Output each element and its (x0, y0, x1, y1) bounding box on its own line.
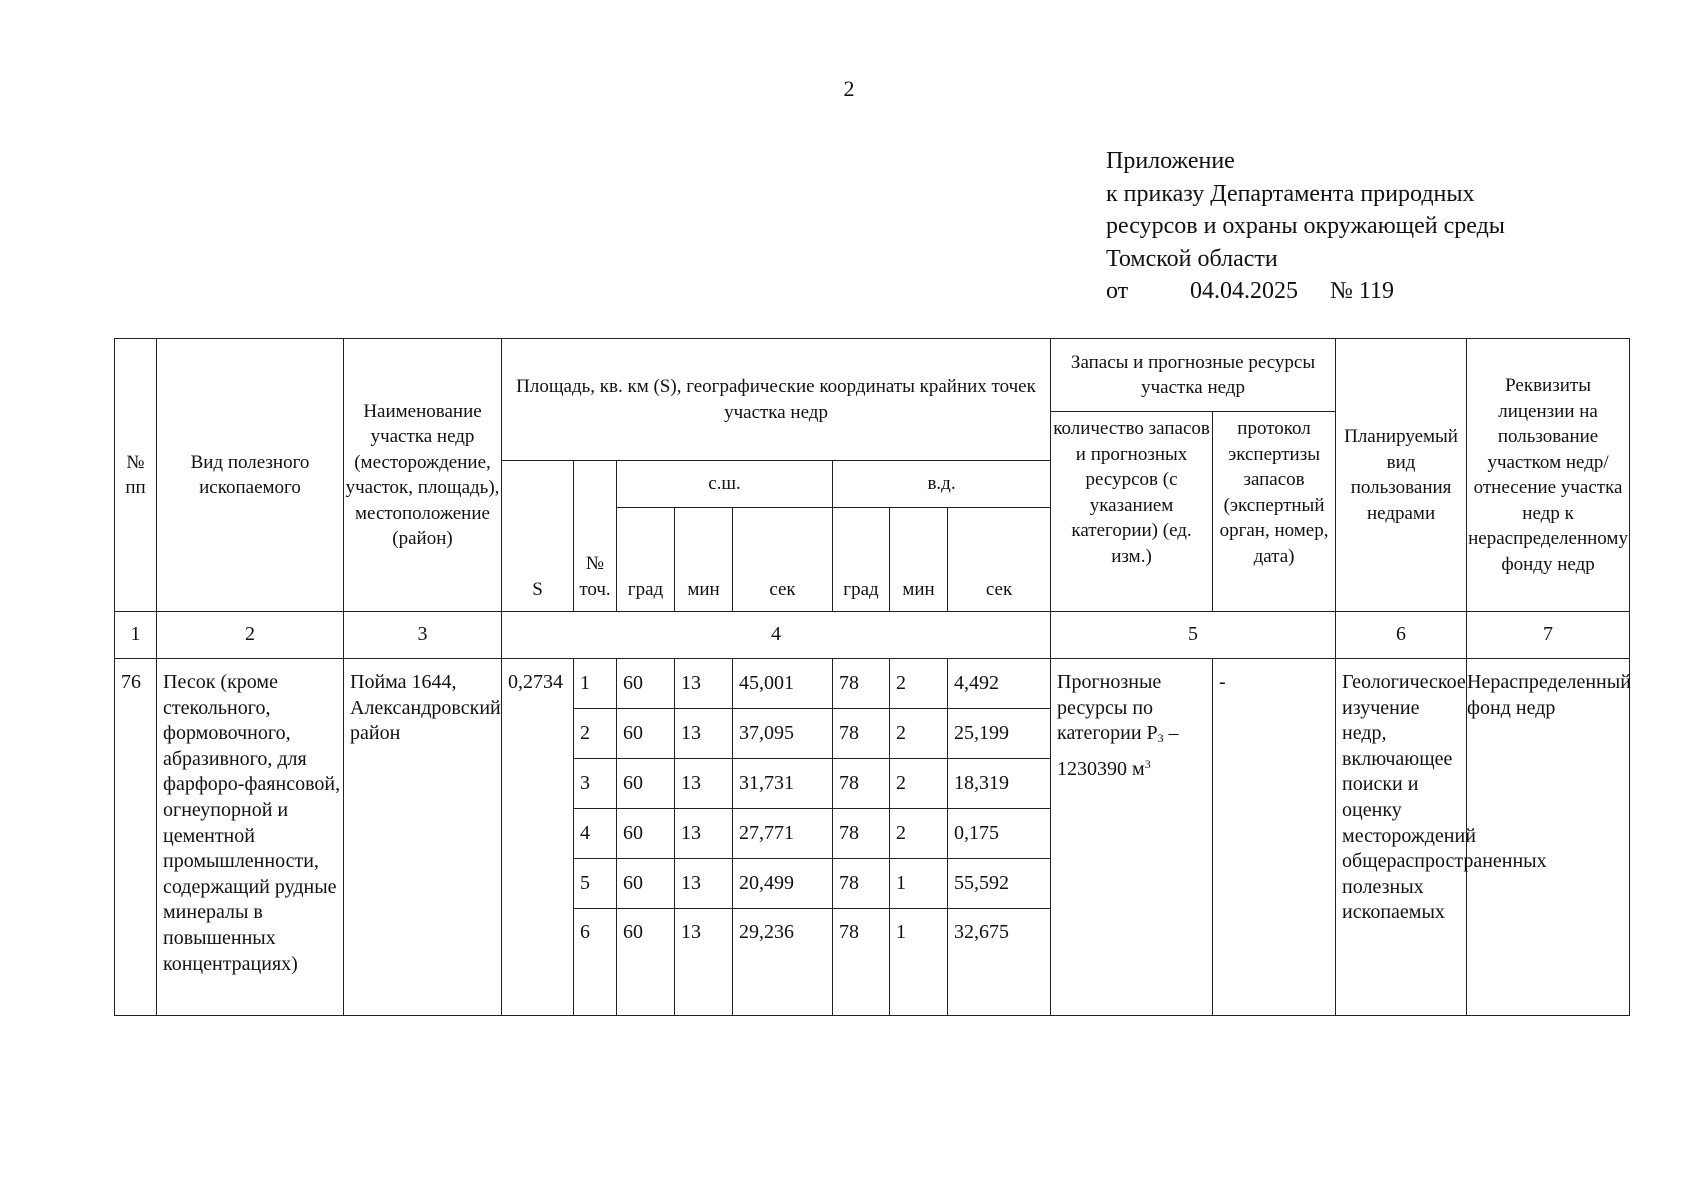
point-lon-min: 1 (890, 909, 948, 1016)
point-lat-min: 13 (675, 709, 733, 759)
point-lat-deg: 60 (617, 809, 675, 859)
order-date-line (1106, 275, 1505, 308)
point-number: 2 (574, 709, 617, 759)
point-lon-sec: 55,592 (948, 859, 1051, 909)
point-lat-deg: 60 (617, 759, 675, 809)
point-lon-deg: 78 (833, 909, 890, 1016)
column-number-row (115, 612, 1630, 659)
order-date: 04.04.2025 (1190, 278, 1298, 304)
point-lon-min: 2 (890, 759, 948, 809)
point-lat-sec: 27,771 (733, 809, 833, 859)
column-number: 5 (1051, 612, 1336, 659)
point-number: 6 (574, 909, 617, 1016)
header-reserves: Запасы и прогнозные ресурсы участка недр (1051, 339, 1336, 412)
point-lon-deg: 78 (833, 759, 890, 809)
header-reserves-qty: количество запасов и прогнозных ресурсов (с указанием категории) (ед. изм.) (1051, 412, 1213, 612)
point-lon-sec: 32,675 (948, 909, 1051, 1016)
header-num: № пп (115, 339, 157, 612)
point-lat-sec: 29,236 (733, 909, 833, 1016)
header-point-no: № точ. (574, 461, 617, 612)
header-lat-min: мин (675, 508, 733, 612)
column-number: 4 (502, 612, 1051, 659)
header-lat: с.ш. (617, 461, 833, 508)
point-lon-deg: 78 (833, 859, 890, 909)
column-number: 6 (1336, 612, 1467, 659)
point-lon-deg: 78 (833, 809, 890, 859)
appendix-header (1106, 145, 1505, 308)
point-number: 5 (574, 859, 617, 909)
header-planned-use: Планируемый вид пользования недрами (1336, 339, 1467, 612)
row-reserves (1051, 659, 1213, 1016)
point-lat-sec: 45,001 (733, 659, 833, 709)
header-protocol: протокол экспертизы запасов (экспертный орган, номер, дата) (1213, 412, 1336, 612)
column-number: 7 (1467, 612, 1630, 659)
order-from-label: от (1106, 278, 1129, 304)
point-lon-min: 2 (890, 709, 948, 759)
column-number: 3 (344, 612, 502, 659)
header-s: S (502, 461, 574, 612)
point-lon-deg: 78 (833, 659, 890, 709)
header-lon-deg: град (833, 508, 890, 612)
page-number: 2 (843, 76, 855, 101)
reserves-category-subscript: 3 (1157, 731, 1164, 746)
header-area-coords: Площадь, кв. км (S), географические координаты крайних точек участка недр (502, 339, 1051, 461)
point-lat-min: 13 (675, 909, 733, 1016)
header-mineral: Вид полезного ископаемого (157, 339, 344, 612)
row-planned-use: Геологическое изучение недр, включающее поиски и оценку месторождений общераспространенных полезных ископаемых (1336, 659, 1467, 1016)
reserves-text: Прогнозные ресурсы по категории P (1057, 671, 1162, 745)
header-lon-min: мин (890, 508, 948, 612)
reserves-unit-superscript: 3 (1144, 756, 1151, 771)
point-lon-deg: 78 (833, 709, 890, 759)
point-lat-min: 13 (675, 809, 733, 859)
point-lat-deg: 60 (617, 859, 675, 909)
point-lon-sec: 25,199 (948, 709, 1051, 759)
header-lat-deg: град (617, 508, 675, 612)
subsoil-plots-table (114, 338, 1630, 1016)
appendix-line: Томской области (1106, 245, 1278, 272)
row-license: Нераспределенный фонд недр (1467, 659, 1630, 1016)
point-lat-deg: 60 (617, 709, 675, 759)
column-number: 1 (115, 612, 157, 659)
point-lat-deg: 60 (617, 909, 675, 1016)
point-lon-min: 2 (890, 659, 948, 709)
point-lat-sec: 31,731 (733, 759, 833, 809)
row-mineral: Песок (кроме стекольного, формовочного, абразивного, для фарфоро-фаянсовой, огнеупорной и цементной промышленности, содержащий рудные минералы в повышенных концентрациях) (157, 659, 344, 1016)
row-site: Пойма 1644, Александровский район (344, 659, 502, 1016)
row-protocol: - (1213, 659, 1336, 1016)
point-lon-sec: 18,319 (948, 759, 1051, 809)
header-site: Наименование участка недр (месторождение, участок, площадь), местоположение (район) (344, 339, 502, 612)
point-number: 3 (574, 759, 617, 809)
point-number: 1 (574, 659, 617, 709)
point-lat-min: 13 (675, 759, 733, 809)
point-lat-min: 13 (675, 659, 733, 709)
header-license: Реквизиты лицензии на пользование участком недр/ отнесение участка недр к нераспределенному фонду недр (1467, 339, 1630, 612)
appendix-title: Приложение (1106, 148, 1235, 174)
point-lon-min: 1 (890, 859, 948, 909)
header-lat-sec: сек (733, 508, 833, 612)
point-lat-sec: 20,499 (733, 859, 833, 909)
header-lon: в.д. (833, 461, 1051, 508)
point-lat-sec: 37,095 (733, 709, 833, 759)
reserves-value: – 1230390 м (1057, 722, 1179, 780)
row-num: 76 (115, 659, 157, 1016)
point-lat-deg: 60 (617, 659, 675, 709)
point-number: 4 (574, 809, 617, 859)
appendix-line: к приказу Департамента природных (1106, 180, 1475, 207)
appendix-line: ресурсов и охраны окружающей среды (1106, 213, 1505, 239)
point-lon-sec: 4,492 (948, 659, 1051, 709)
point-lon-sec: 0,175 (948, 809, 1051, 859)
header-lon-sec: сек (948, 508, 1051, 612)
order-number: № 119 (1330, 278, 1395, 304)
column-number: 2 (157, 612, 344, 659)
point-lat-min: 13 (675, 859, 733, 909)
point-lon-min: 2 (890, 809, 948, 859)
table-row (115, 659, 1630, 709)
row-area: 0,2734 (502, 659, 574, 1016)
